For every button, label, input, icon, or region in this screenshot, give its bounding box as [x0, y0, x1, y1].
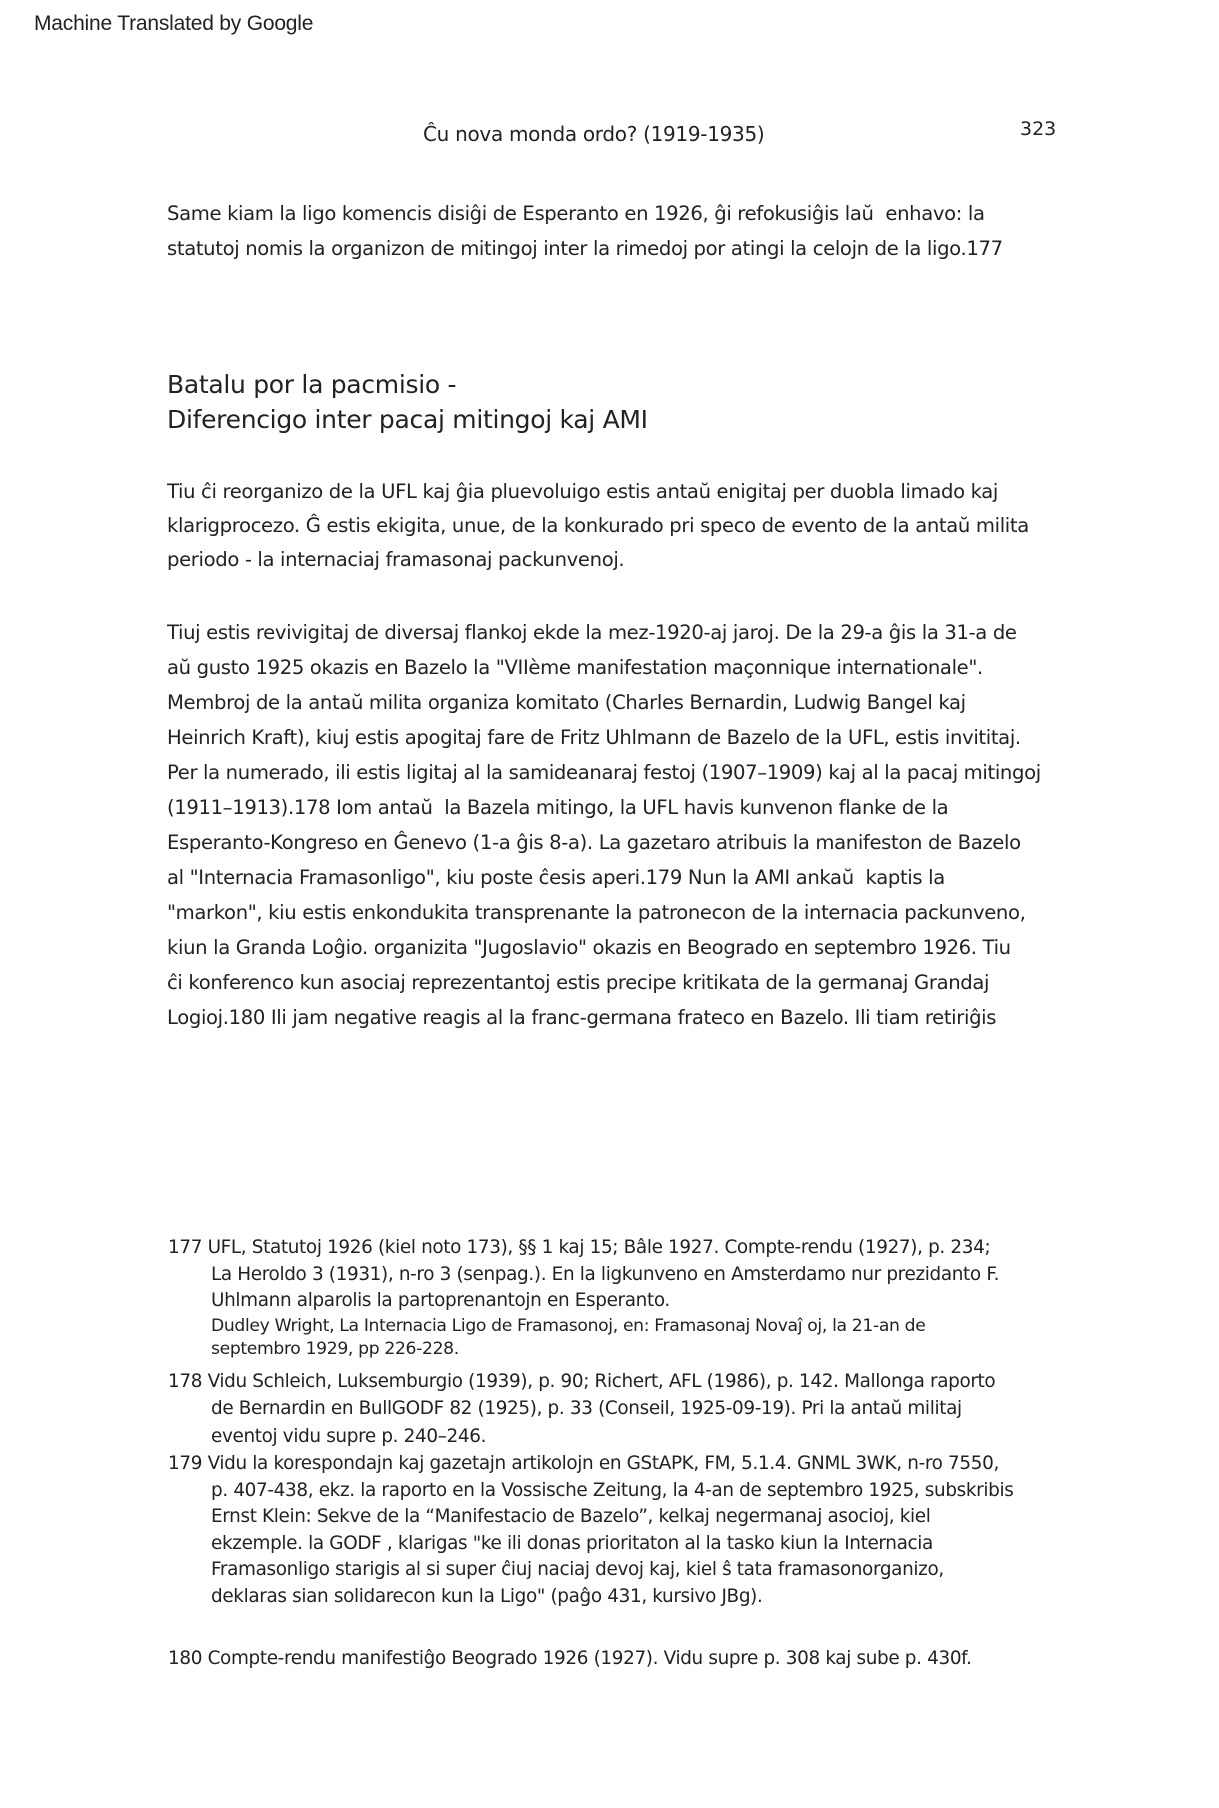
footnote-180 [168, 1646, 1088, 1673]
running-title: Ĉu nova monda ordo? (1919-1935) [423, 122, 765, 146]
footnote-line: Dudley Wright, La Internacia Ligo de Framasonoj, en: Framasonaj Novaĵ oj, la 21-an de [211, 1315, 926, 1336]
footnote-line [168, 1369, 1088, 1396]
footnote-line [168, 1451, 1088, 1478]
footnote-179 [168, 1451, 1088, 1610]
text-line: al "Internacia Framasonligo", kiu poste ĉesis aperi.179 Nun la AMI ankaŭ kaptis la [167, 866, 945, 889]
footnote-text: Vidu Schleich, Luksemburgio (1939), p. 90; Richert, AFL (1986), p. 142. Mallonga raporto [207, 1371, 996, 1392]
footnote-178 [168, 1369, 1088, 1452]
section-heading [167, 367, 648, 437]
footnote-line: eventoj vidu supre p. 240–246. [211, 1426, 487, 1447]
text-line: klarigprocezo. Ĝ estis ekigita, unue, de la konkurado pri speco de evento de la antaŭ milita [167, 514, 1029, 537]
footnote-177 [168, 1235, 1088, 1361]
page-number: 323 [1020, 118, 1057, 140]
text-line: aŭ gusto 1925 okazis en Bazelo la "VIIème manifestation maçonnique internationale". [167, 656, 983, 679]
footnote-number: 177 [168, 1237, 203, 1258]
footnote-line: Uhlmann alparolis la partoprenantojn en Esperanto. [211, 1290, 670, 1311]
text-line: "markon", kiu estis enkondukita transprenante la patronecon de la internacia packunveno, [167, 901, 1026, 924]
text-line: ĉi konferenco kun asociaj reprezentantoj estis precipe kritikata de la germanaj Grandaj [167, 971, 990, 994]
footnote-line: p. 407-438, ekz. la raporto en la Vossische Zeitung, la 4-an de septembro 1925, subskribis [211, 1479, 1014, 1501]
footnote-line: septembro 1929, pp 226-228. [211, 1338, 459, 1359]
text-line: periodo - la internaciaj framasonaj packunvenoj. [167, 548, 625, 571]
footnote-line: de Bernardin en BullGODF 82 (1925), p. 33 (Conseil, 1925-09-19). Pri la antaŭ militaj [211, 1397, 962, 1419]
footnote-number: 178 [168, 1371, 203, 1392]
text-line: Tiuj estis revivigitaj de diversaj flankoj ekde la mez-1920-aj jaroj. De la 29-a ĝis la 31-a de [167, 621, 1017, 644]
text-line: Esperanto-Kongreso en Ĝenevo (1-a ĝis 8-a). La gazetaro atribuis la manifeston de Bazelo [167, 831, 1021, 854]
text-line: statutoj nomis la organizon de mitingoj inter la rimedoj por atingi la celojn de la ligo.177 [167, 237, 1003, 260]
text-line: Logioj.180 Ili jam negative reagis al la franc-germana frateco en Bazelo. Ili tiam retiriĝis [167, 1006, 997, 1029]
text-line: Membroj de la antaŭ milita organiza komitato (Charles Bernardin, Ludwig Bangel kaj [167, 691, 966, 714]
text-line: Heinrich Kraft), kiuj estis apogitaj fare de Fritz Uhlmann de Bazelo de la UFL, estis invititaj. [167, 726, 1021, 749]
footnote-line [168, 1235, 1088, 1262]
intro-paragraph [167, 196, 1087, 266]
text-line: Per la numerado, ili estis ligitaj al la samideanaraj festoj (1907–1909) kaj al la pacaj mitingoj [167, 761, 1041, 784]
footnote-line: ekzemple. la GODF , klarigas "ke ili donas prioritaton al la tasko kiun la Internacia [211, 1532, 933, 1554]
paragraph-2 [167, 615, 1087, 1035]
text-line: Same kiam la ligo komencis disiĝi de Esperanto en 1926, ĝi refokusiĝis laŭ enhavo: la [167, 202, 985, 225]
heading-line: Batalu por la pacmisio - [167, 370, 457, 399]
text-line: kiun la Granda Loĝio. organizita "Jugoslavio" okazis en Beogrado en septembro 1926. Tiu [167, 936, 1011, 959]
footnote-text: UFL, Statutoj 1926 (kiel noto 173), §§ 1 kaj 15; Bâle 1927. Compte-rendu (1927), p. 234; [207, 1237, 991, 1258]
footnote-line: Framasonligo starigis al si super ĉiuj naciaj devoj kaj, kiel ŝ tata framasonorganizo, [211, 1559, 944, 1580]
footnote-text: Vidu la korespondajn kaj gazetajn artikolojn en GStAPK, FM, 5.1.4. GNML 3WK, n-ro 7550, [207, 1453, 999, 1474]
paragraph-1 [167, 475, 1087, 577]
footnote-number: 179 [168, 1453, 203, 1474]
machine-translation-banner: Machine Translated by Google [34, 12, 314, 35]
text-line: Tiu ĉi reorganizo de la UFL kaj ĝia pluevoluigo estis antaŭ enigitaj per duobla limado kaj [167, 480, 999, 503]
footnote-text: Compte-rendu manifestiĝo Beogrado 1926 (1927). Vidu supre p. 308 kaj sube p. 430f. [207, 1648, 972, 1669]
footnote-line: La Heroldo 3 (1931), n-ro 3 (senpag.). En la ligkunveno en Amsterdamo nur prezidanto F. [211, 1263, 1000, 1285]
heading-line: Diferencigo inter pacaj mitingoj kaj AMI [167, 405, 648, 434]
footnote-line [168, 1646, 1088, 1673]
footnote-number: 180 [168, 1648, 203, 1669]
footnote-line: Ernst Klein: Sekve de la “Manifestacio de Bazelo”, kelkaj negermanaj asocioj, kiel [211, 1506, 931, 1527]
text-line: (1911–1913).178 Iom antaŭ la Bazela mitingo, la UFL havis kunvenon flanke de la [167, 796, 949, 819]
footnote-line: deklaras sian solidarecon kun la Ligo" (paĝo 431, kursivo JBg). [211, 1585, 763, 1607]
